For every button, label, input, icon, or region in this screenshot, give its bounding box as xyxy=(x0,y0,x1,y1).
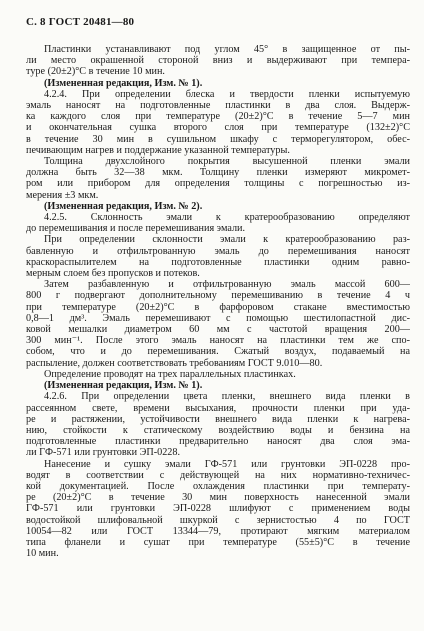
text-line: распыление, должен соответствовать требованиям ГОСТ 9.010—80. xyxy=(26,357,323,369)
text-line: 4.2.6. При определении цвета пленки, внешнего вида пленки в xyxy=(44,391,410,403)
text-line: и окончательная сушка второго слоя при температуре (132±2)°С xyxy=(26,122,410,134)
text-line: при температуре (20±2)°С в фарфоровом стакане вместимостью xyxy=(26,301,410,313)
text-line: ре и растяжении, устойчивости внешнего вида пленки к нагрева- xyxy=(26,413,410,425)
text-line: рассеянном свете, времени высыхания, прочности пленки при уда- xyxy=(26,402,410,414)
text-line: кой документацией. После охлаждения пластинки при температу- xyxy=(26,480,410,492)
text-line: краскораспылителем на подготовленные пластинки одним равно- xyxy=(26,256,410,268)
text-line: 0,8—1 дм³. Эмаль перемешивают с помощью шестилопастной дис- xyxy=(26,312,410,324)
text-line: ковой мешалки диаметром 60 мм с частотой вращения 200— xyxy=(26,324,410,336)
text-line: При определении склонности эмали к кратерообразованию раз- xyxy=(44,234,410,246)
text-line: 10054—82 или ГОСТ 13344—79, протирают мягким материалом xyxy=(26,525,410,537)
text-line: водят в соответствии с действующей на них нормативно-техничес- xyxy=(26,469,410,481)
text-line: Толщина двухслойного покрытия высушенной пленки эмали xyxy=(44,156,410,168)
text-line: ли ГФ-571 или грунтовки ЭП-0228. xyxy=(26,447,181,459)
text-line: нию, стойкости к статическому воздействию воды и бензина на xyxy=(26,424,410,436)
text-line: Нанесение и сушку эмали ГФ-571 или грунтовки ЭП-0228 про- xyxy=(44,458,410,470)
text-line: бавленную и отфильтрованную эмаль до перемешивания наносят xyxy=(26,245,410,257)
text-line: 300 мин⁻¹. После этого эмаль наносят на пластинки тем же спо- xyxy=(26,335,410,347)
text-line: печивающим нагрев и поддержание указанной температуры. xyxy=(26,144,290,156)
text-line: типа фланели и сушат при температуре (55±5)°С в течение xyxy=(26,536,410,548)
text-line: подготовленные пластинки предварительно наносят два слоя эма- xyxy=(26,436,410,448)
text-line: должна быть 32—38 мкм. Толщину пленки измеряют микромет- xyxy=(26,167,410,179)
text-line: 10 мин. xyxy=(26,548,59,560)
revision-note: (Измененная редакция, Изм. № 2). xyxy=(44,200,203,212)
text-line: 800 г подвергают дополнительному перемешиванию в течение 4 ч xyxy=(26,290,410,302)
text-line: собом, что и до перемешивания. Сжатый воздух, подаваемый на xyxy=(26,346,410,358)
text-line: ли место окрашенной стороной вниз и выдерживают при темпера- xyxy=(26,55,410,67)
text-line: Затем разбавленную и отфильтрованную эмаль массой 600— xyxy=(44,279,410,291)
revision-note: (Измененная редакция, Изм. № 1). xyxy=(44,77,203,89)
body-text xyxy=(26,44,410,559)
text-line: в течение 30 мин в сушильном шкафу с терморегулятором, обес- xyxy=(26,133,410,145)
text-line: 4.2.4. При определении блеска и твердости пленки испытуемую xyxy=(44,88,410,100)
text-line: мерения ±3 мкм. xyxy=(26,189,99,201)
text-line: ром или прибором для определения толщины с погрешностью из- xyxy=(26,178,410,190)
revision-note: (Измененная редакция, Изм. № 1). xyxy=(44,380,203,392)
text-line: Пластинки устанавливают под углом 45° в защищенное от пы- xyxy=(44,44,410,55)
page-header: С. 8 ГОСТ 20481—80 xyxy=(26,16,135,28)
text-line: до перемешивания и после перемешивания эмали. xyxy=(26,223,246,235)
text-line: эмаль наносят на подготовленные пластинки в два слоя. Выдерж- xyxy=(26,100,410,112)
text-line: ре (20±2)°С в течение 30 мин поверхность нанесенной эмали xyxy=(26,492,410,504)
text-line: ка каждого слоя при температуре (20±2)°С в течение 5—7 мин xyxy=(26,111,410,123)
text-line: водостойкой шлифовальной шкуркой с зернистостью 4 по ГОСТ xyxy=(26,514,410,526)
text-line: ГФ-571 или грунтовки ЭП-0228 шлифуют с применением воды xyxy=(26,503,410,515)
text-line: мерным слоем без пропусков и потеков. xyxy=(26,268,200,280)
text-line: 4.2.5. Склонность эмали к кратерообразованию определяют xyxy=(44,212,410,224)
text-line: туре (20±2)°С в течение 10 мин. xyxy=(26,66,165,78)
text-line: Определение проводят на трех параллельных пластинках. xyxy=(44,368,296,380)
